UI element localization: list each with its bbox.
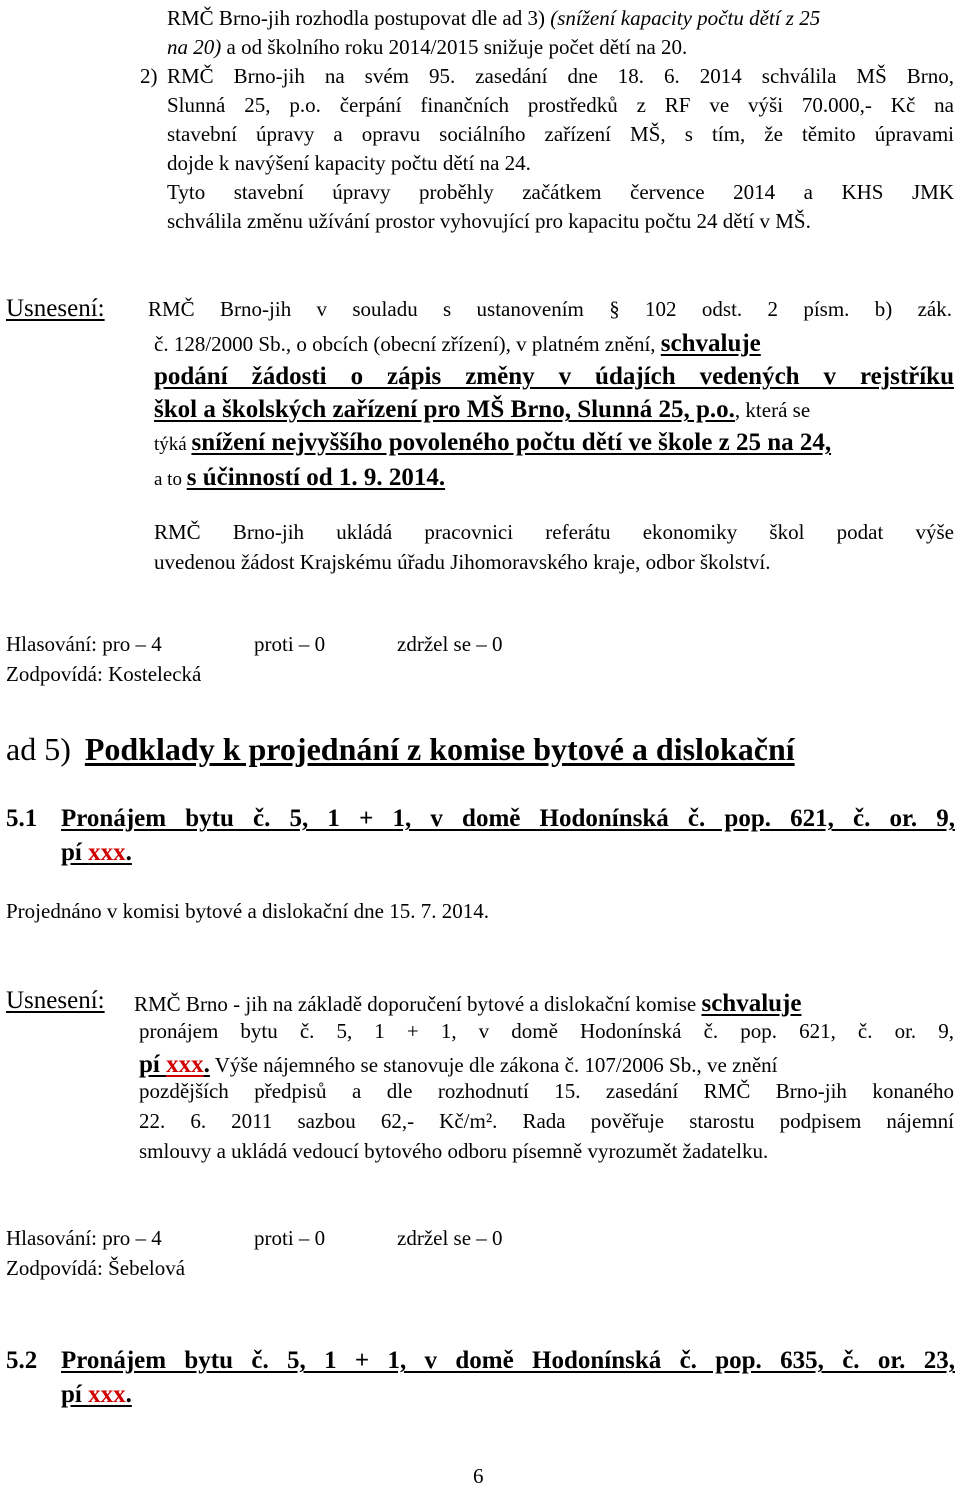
text-span: , která se: [734, 398, 811, 422]
vote-against: proti – 0: [254, 1226, 326, 1250]
list-number: 2): [140, 64, 158, 88]
approve-keyword: schvaluje: [701, 990, 802, 1017]
vote-against: proti – 0: [254, 632, 326, 656]
text-line: RMČ Brno-jih v souladu s ustanovením § 102 odst. 2 písm. b) zák.: [148, 297, 952, 321]
item-title: [61, 1382, 132, 1407]
text-line: Projednáno v komisi bytové a dislokační dne 15. 7. 2014.: [6, 899, 489, 923]
text-span: týká: [154, 434, 192, 455]
item-title: [61, 840, 132, 865]
redacted-name: xxx: [88, 839, 126, 866]
resolution-label: Usnesení:: [6, 295, 105, 322]
bold-span: pí: [139, 1051, 167, 1078]
item-title: Pronájem bytu č. 5, 1 + 1, v domě Hodonínská č. pop. 621, č. or. 9,: [61, 805, 955, 832]
section-heading: [6, 733, 795, 765]
redacted-name: xxx: [88, 1381, 126, 1408]
text-line: Tyto stavební úpravy proběhly začátkem července 2014 a KHS JMK: [167, 180, 954, 204]
vote-for: Hlasování: pro – 4: [6, 632, 162, 656]
bold-span: .: [203, 1051, 210, 1078]
responsible-person: Zodpovídá: Kostelecká: [6, 662, 202, 686]
text-line: [154, 331, 761, 356]
text-line: 22. 6. 2011 sazbou 62,- Kč/m². Rada pověřuje starostu podpisem nájemní: [139, 1109, 954, 1133]
text-line: Slunná 25, p.o. čerpání finančních prostředků z RF ve výši 70.000,- Kč na: [167, 93, 954, 117]
text-line: [167, 8, 820, 29]
item-number: 5.2: [6, 1347, 38, 1374]
bold-span: snížení nejvyššího povoleného počtu dětí ve škole z 25 na 24,: [191, 429, 832, 456]
text-line: stavební úpravy a opravu sociálního zařízení MŠ, s tím, že těmito úpravami: [167, 122, 954, 146]
text-line: pozdějších předpisů a dle rozhodnutí 15. zasedání RMČ Brno-jih konaného: [139, 1079, 954, 1103]
resolution-label: Usnesení:: [6, 987, 105, 1014]
page-number: 6: [473, 1464, 484, 1488]
text-span: RMČ Brno-jih rozhodla postupovat dle ad 3): [167, 6, 551, 30]
text-span: a od školního roku 2014/2015 snižuje počet dětí na 20.: [221, 35, 688, 59]
vote-for: Hlasování: pro – 4: [6, 1226, 162, 1250]
text-line: schválila změnu užívání prostor vyhovující pro kapacitu počtu 24 dětí v MŠ.: [167, 209, 811, 233]
text-span: a to: [154, 469, 187, 490]
text-span: .: [125, 1381, 132, 1408]
approve-keyword: schvaluje: [660, 330, 761, 357]
vote-abstain: zdržel se – 0: [397, 1226, 503, 1250]
text-line: [139, 1052, 778, 1077]
text-line: [167, 37, 687, 58]
bold-span: škol a školských zařízení pro MŠ Brno, Slunná 25, p.o.: [154, 396, 735, 423]
text-span: .: [125, 839, 132, 866]
redacted-name: xxx: [166, 1051, 204, 1078]
text-span: Výše nájemného se stanovuje dle zákona č. 107/2006 Sb., ve znění: [209, 1053, 778, 1077]
text-span: č. 128/2000 Sb.: [154, 332, 286, 356]
text-line: smlouvy a ukládá vedoucí bytového odboru písemně vyrozumět žadatelku.: [139, 1139, 769, 1163]
section-title: Podklady k projednání z komise bytové a dislokační: [84, 731, 795, 767]
text-line: RMČ Brno-jih ukládá pracovnici referátu ekonomiky škol podat výše: [154, 520, 954, 544]
responsible-person: Zodpovídá: Šebelová: [6, 1256, 186, 1280]
section-number: ad 5): [6, 731, 71, 767]
text-line: [134, 991, 801, 1016]
text-line: dojde k navýšení kapacity počtu dětí na 24.: [167, 151, 531, 175]
text-span: RMČ Brno - jih na základě doporučení bytové a dislokační komise: [134, 992, 702, 1016]
text-span: pí: [61, 1381, 89, 1408]
text-line: uvedenou žádost Krajskému úřadu Jihomoravského kraje, odbor školství.: [154, 550, 771, 574]
text-span: , o obcích (obecní zřízení), v platném znění,: [285, 332, 661, 356]
text-line: [154, 397, 810, 422]
item-title: Pronájem bytu č. 5, 1 + 1, v domě Hodonínská č. pop. 635, č. or. 23,: [61, 1347, 955, 1374]
bold-span: s účinností od 1. 9. 2014.: [186, 464, 446, 491]
text-line: podání žádosti o zápis změny v údajích vedených v rejstříku: [154, 363, 954, 390]
text-line: pronájem bytu č. 5, 1 + 1, v domě Hodonínská č. pop. 621, č. or. 9,: [139, 1019, 954, 1043]
italic-span: na 20): [167, 35, 222, 59]
vote-abstain: zdržel se – 0: [397, 632, 503, 656]
item-number: 5.1: [6, 805, 38, 832]
text-line: RMČ Brno-jih na svém 95. zasedání dne 18. 6. 2014 schválila MŠ Brno,: [167, 64, 954, 88]
text-line: [154, 430, 831, 455]
italic-span: (snížení kapacity počtu dětí z 25: [550, 6, 821, 30]
text-line: [154, 465, 445, 490]
text-span: pí: [61, 839, 89, 866]
